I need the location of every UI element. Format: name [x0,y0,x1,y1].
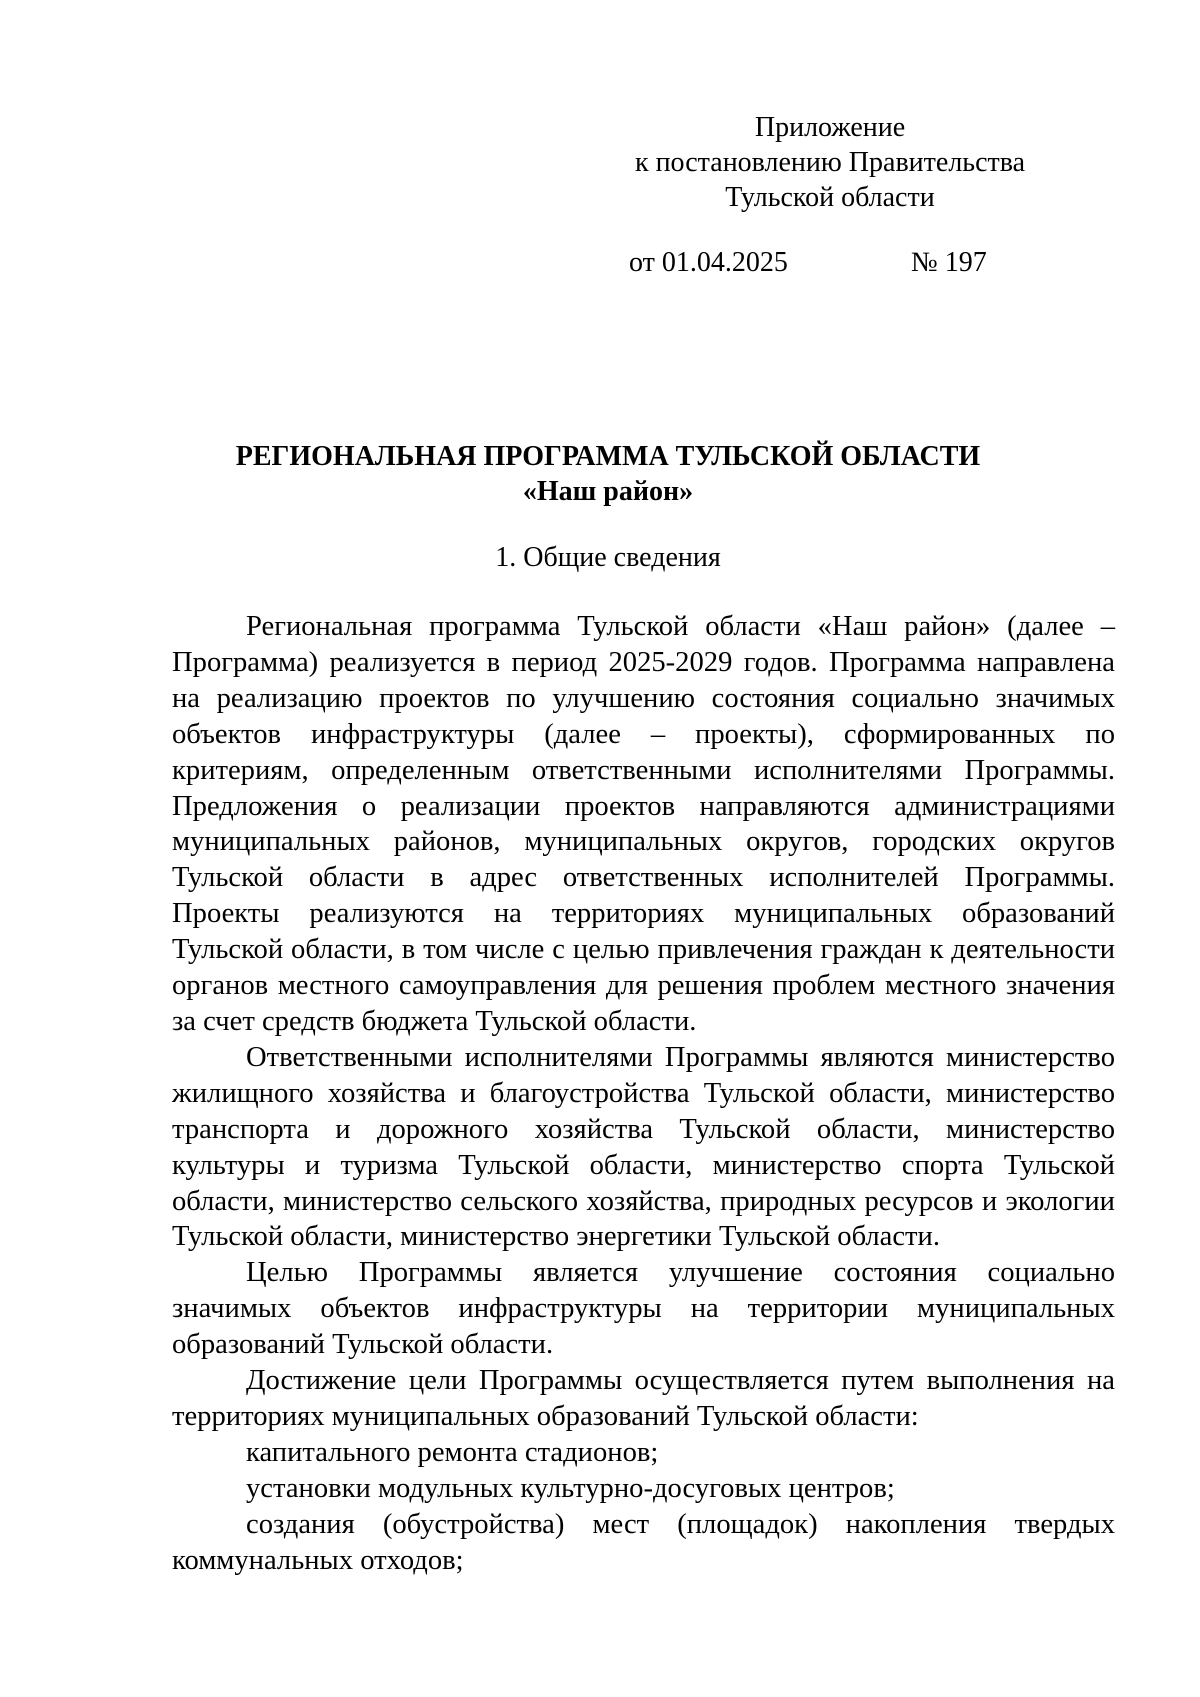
title-line-2: «Наш район» [522,476,694,507]
approval-line-3: Тульской области [725,182,935,213]
section-heading: 1. Общие сведения [495,542,721,573]
approval-date: от 01.04.2025 [629,247,788,278]
paragraph-program-goal: Целью Программы является улучшение состояния социально значимых объектов инфраструктуры на территории муниципальных образований Тульской области. [172,1257,1115,1361]
list-item-waste-sites: создания (обустройства) мест (площадок) накопления твердых коммунальных отходов; [172,1508,1115,1576]
paragraph-goal-achievement: Достижение цели Программы осуществляется путем выполнения на территориях муниципальных образований Тульской области: [172,1365,1115,1432]
list-item-modular-centers: установки модульных культурно-досуговых центров; [246,1472,895,1504]
paragraph-responsible-executors: Ответственными исполнителями Программы являются министерство жилищного хозяйства и благоустройства Тульской области, министерство транспорта и дорожного хозяйства Тульской области, министерство культуры и туризма Тульской области, министерство спорта Тульской области, министерство сельского хозяйства, природных ресурсов и экологии Тульской области, министерство энергетики Тульской области. [172,1041,1115,1253]
approval-block [600,110,1060,215]
list-item-stadium-repair: капитального ремонта стадионов; [246,1436,659,1468]
approval-line-1: Приложение [754,112,906,143]
title-line-1: РЕГИОНАЛЬНАЯ ПРОГРАММА ТУЛЬСКОЙ ОБЛАСТИ [235,441,981,472]
document-title [180,439,1036,509]
approval-line-2: к постановлению Правительства [634,147,1026,178]
body-text [172,609,1115,1578]
paragraph-general-info: Региональная программа Тульской области «Наш район» (далее – Программа) реализуется в период 2025-2029 годов. Программа направлена на реализацию проектов по улучшению состояния социально значимых объектов инфраструктуры (далее – проекты), сформированных по критериям, определенным ответственными исполнителями Программы. Предложения о реализации проектов направляются администрациями муниципальных районов, муниципальных округов, городских округов Тульской области в адрес ответственных исполнителей Программы. Проекты реализуются на территориях муниципальных образований Тульской области, в том числе с целью привлечения граждан к деятельности органов местного самоуправления для решения проблем местного значения за счет средств бюджета Тульской области. [172,611,1115,1037]
approval-number: № 197 [911,247,987,278]
